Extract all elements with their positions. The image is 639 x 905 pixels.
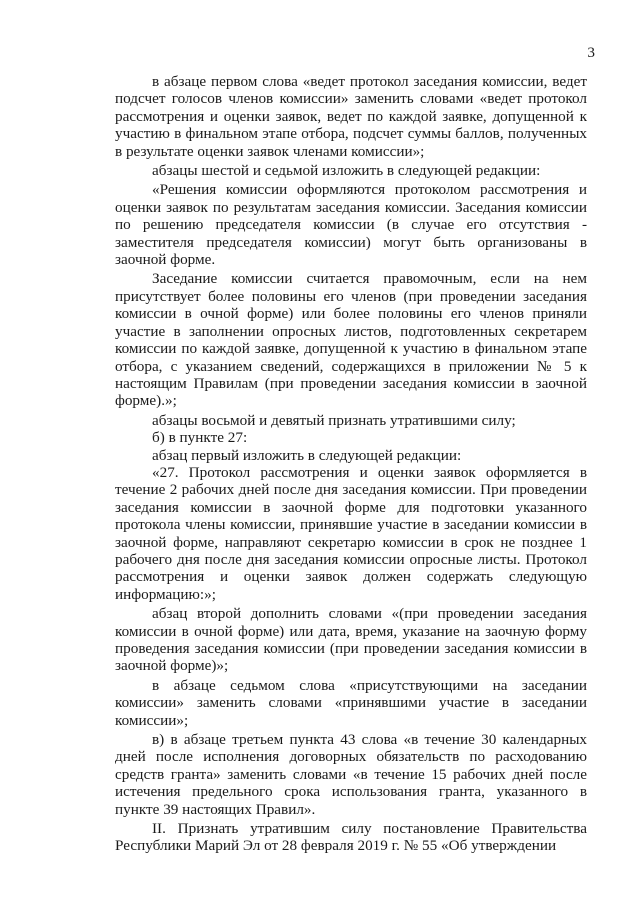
paragraph: Заседание комиссии считается правомочным, если на нем присутствует более половины его членов (при проведении заседания комиссии в очной форме) или более половины его членов приняли участие в заполнении опросных листов, подготовленных секретарем комиссии по каждой заявке, допущенной к участию в финальном этапе отбора, с указанием сведений, содержащихся в приложении № 5 к настоящим Правилам (при проведении заседания комиссии в заочной форме).»; — [115, 270, 587, 410]
paragraph: в) в абзаце третьем пункта 43 слова «в течение 30 календарных дней после исполнения договорных обязательств по расходованию средств гранта» заменить словами «в течение 15 рабочих дней после истечения предельного срока использования гранта, указанного в пункте 39 настоящих Правил». — [115, 731, 587, 818]
paragraph: абзац первый изложить в следующей редакции: — [152, 446, 462, 464]
document-body — [115, 73, 587, 855]
paragraph: «27. Протокол рассмотрения и оценки заявок оформляется в течение 2 рабочих дней после дня заседания комиссии. При проведении заседания комиссии в заочной форме для подготовки указанного протокола члены комиссии, принявшие участие в заседании комиссии в заочной форме, направляют секретарю комиссии в срок не позднее 1 рабочего дня после дня заседания комиссии опросные листы. Протокол рассмотрения и оценки заявок должен содержать следующую информацию:»; — [115, 463, 587, 603]
paragraph: абзацы восьмой и девятый признать утратившими силу; — [152, 411, 516, 429]
paragraph: «Решения комиссии оформляются протоколом рассмотрения и оценки заявок по результатам заседания комиссии. Заседания комиссии по решению председателя комиссии (в случае его отсутствия - заместителя председателя комиссии) могут быть организованы в заочной форме. — [115, 181, 587, 269]
paragraph: б) в пункте 27: — [152, 429, 248, 447]
page-number: 3 — [587, 44, 595, 61]
paragraph: абзацы шестой и седьмой изложить в следующей редакции: — [152, 162, 541, 180]
paragraph: II. Признать утратившим силу постановление Правительства Республики Марий Эл от 28 февраля 2019 г. № 55 «Об утверждении — [115, 820, 587, 855]
paragraph: в абзаце седьмом слова «присутствующими на заседании комиссии» заменить словами «принявшими участие в заседании комиссии»; — [115, 676, 587, 729]
paragraph: абзац второй дополнить словами «(при проведении заседания комиссии в очной форме) или дата, время, указание на заочную форму проведения заседания комиссии (при проведении заседания комиссии в заочной форме)»; — [115, 605, 587, 675]
paragraph: в абзаце первом слова «ведет протокол заседания комиссии, ведет подсчет голосов членов комиссии» заменить словами «ведет протокол рассмотрения и оценки заявок, ведет по каждой заявке, допущенной к участию в финальном этапе отбора, подсчет суммы баллов, полученных в результате оценки заявок членами комиссии»; — [115, 73, 587, 160]
